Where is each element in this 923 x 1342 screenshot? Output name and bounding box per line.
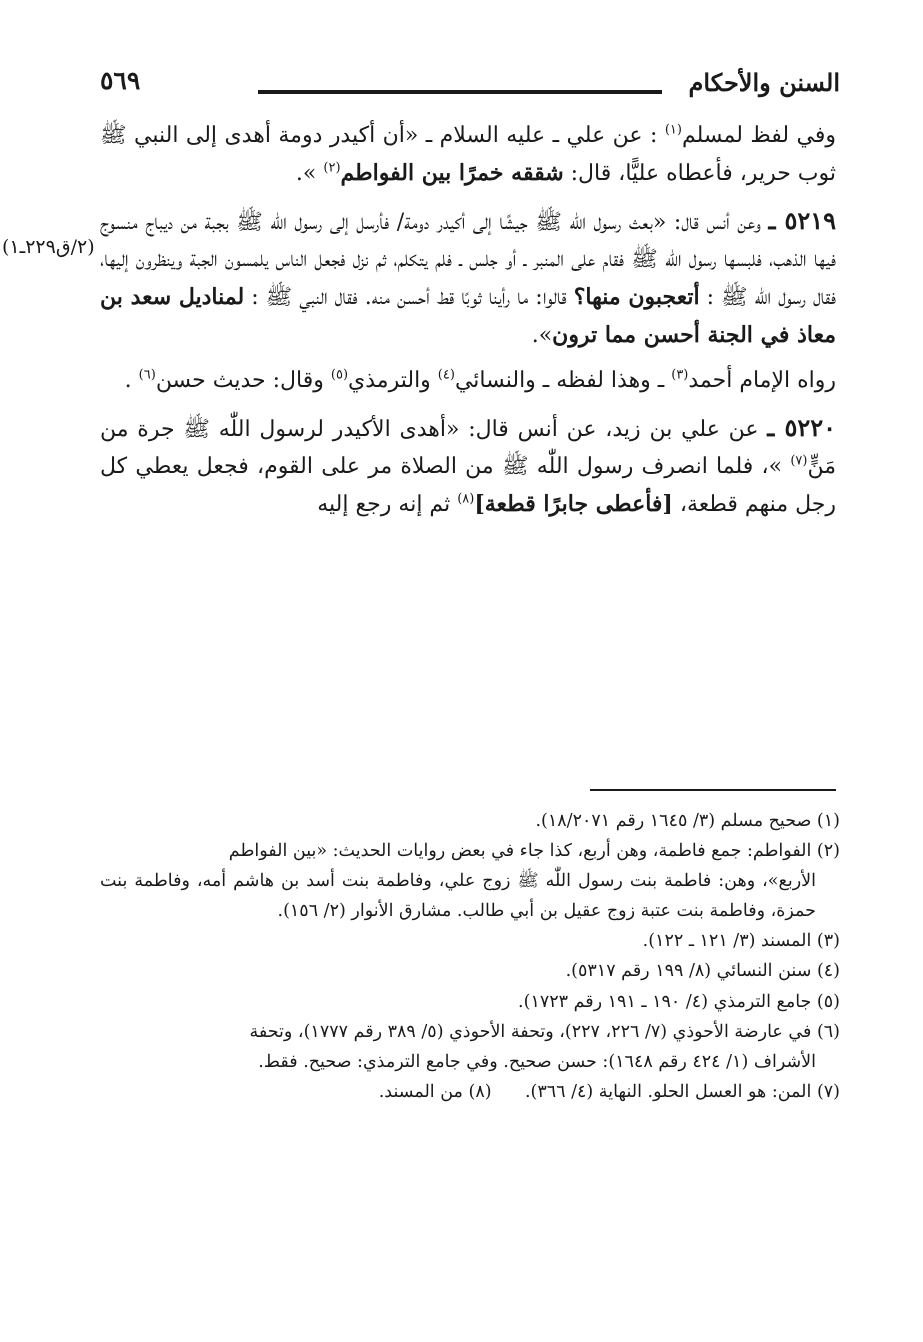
footnote-1: (١) صحيح مسلم (٣/ ١٦٤٥ رقم ١٨/٢٠٧١). — [535, 811, 840, 831]
footnote-8: (٨) من المسند. — [378, 1081, 492, 1102]
footnote-separator — [590, 789, 836, 791]
text-run: ». — [295, 160, 324, 186]
footnote-7-8 — [100, 1077, 840, 1107]
text-run: والترمذي — [348, 367, 438, 393]
footnote-2-continued: الأربع»، وهن: فاطمة بنت رسول اللّٰه ﷺ زوج علي، وفاطمة بنت أسد بن هاشم أمه، وفاطمة بنت حمزة، وفاطمة بنت عتبة زوج عقيل بن أبي طالب. مشارق الأنوار (٢/ ١٥٦). — [100, 871, 816, 922]
text-run: وعن أنس قال: «بعث رسول اللّٰه ﷺ جيشًا إلى أكيدر دومة/ فأرسل إلى رسول اللّٰه ﷺ بجبة من ديباج منسوج فيها الذهب، فلبسها رسول اللّٰه ﷺ فقام على المنبر ـ أو جلس ـ فلم يتكلم، ثم نزل فجعل الناس يلمسون الجبة وينظرون إليها، فقال رسول اللّٰه ﷺ : — [100, 209, 836, 310]
text-run: ». — [531, 322, 553, 348]
margin-manuscript-ref: (٢/ق٢٢٩ـ١) — [2, 236, 95, 258]
page-header — [100, 68, 840, 108]
footnote-ref-1: (١) — [664, 122, 682, 138]
text-run: وقال: حديث حسن — [155, 367, 331, 393]
hadith-5219 — [100, 201, 836, 355]
hadith-5220 — [100, 408, 836, 524]
text-run: ـ وهذا لفظه ـ والنسائي — [454, 367, 672, 393]
bold-quote: شققه خمرًا بين الفواطم — [340, 159, 564, 186]
footnote-2: (٢) الفواطم: جمع فاطمة، وهن أربع، كذا جاء في بعض روايات الحديث: «بين الفواطم — [228, 841, 840, 862]
text-run: رواه الإمام أحمد — [688, 367, 836, 393]
footnote-6: (٦) في عارضة الأحوذي (٧/ ٢٢٦، ٢٢٧)، وتحفة الأحوذي (٥/ ٣٨٩ رقم ١٧٧٧)، وتحفة — [249, 1021, 840, 1042]
hadith-number: ٥٢٢٠ ـ — [767, 412, 836, 442]
footnote-4: (٤) سنن النسائي (٨/ ١٩٩ رقم ٥٣١٧). — [565, 961, 840, 982]
footnote-ref-6: (٦) — [138, 367, 156, 383]
footnote-3: (٣) المسند (٣/ ١٢١ ـ ١٢٢). — [642, 931, 840, 952]
text-run: : عن علي ـ عليه السلام ـ «أن أكيدر دومة أهدى إلى النبي ﷺ ثوب حرير، فأعطاه عليًّا، قال: — [100, 123, 836, 186]
text-run: وفي لفظ لمسلم — [681, 123, 836, 148]
text-run: ثم إنه رجع إليه — [317, 491, 458, 517]
footnote-ref-7: (٧) — [790, 453, 808, 469]
footnote-5: (٥) جامع الترمذي (٤/ ١٩٠ ـ ١٩١ رقم ١٧٢٣). — [518, 991, 840, 1012]
text-run: قالوا: ما رأينا ثوبًا قط أحسن منه. فقال النبي ﷺ : — [244, 284, 574, 310]
bold-insertion: [فأعطى جابرًا قطعة] — [474, 490, 673, 517]
text-run: عن علي بن زيد، عن أنس قال: «أهدى الأكيدر لرسول اللّٰه ﷺ جرة من مَنٍّ — [100, 416, 836, 479]
text-run: »، فلما انصرف رسول اللّٰه ﷺ من الصلاة مر على القوم، فجعل يعطي كل رجل منهم قطعة، — [100, 453, 836, 517]
footnote-ref-4: (٤) — [437, 367, 455, 383]
hadith-number: ٥٢١٩ ـ — [768, 205, 836, 235]
bold-quote: لمناديل سعد بن معاذ في الجنة أحسن مما ترون — [100, 283, 836, 348]
main-text — [100, 118, 836, 532]
header-rule — [258, 90, 662, 94]
paragraph-muslim-variant — [100, 118, 836, 193]
footnote-ref-2: (٢) — [323, 160, 341, 176]
footnote-ref-3: (٣) — [671, 367, 689, 383]
bold-quote: أتعجبون منها؟ — [573, 283, 700, 310]
page-number: ٥٦٩ — [100, 66, 141, 95]
text-run: . — [124, 367, 139, 393]
paragraph-narration — [100, 363, 836, 400]
footnote-6-continued: الأشراف (١/ ٤٢٤ رقم ١٦٤٨): حسن صحيح. وفي جامع الترمذي: صحيح. فقط. — [258, 1051, 816, 1072]
running-title: السنن والأحكام — [688, 68, 840, 97]
footnote-7: (٧) المن: هو العسل الحلو. النهاية (٤/ ٣٦٦). — [524, 1081, 840, 1102]
footnote-ref-8: (٨) — [457, 491, 475, 507]
footnotes — [100, 806, 840, 1107]
footnote-ref-5: (٥) — [330, 367, 349, 383]
